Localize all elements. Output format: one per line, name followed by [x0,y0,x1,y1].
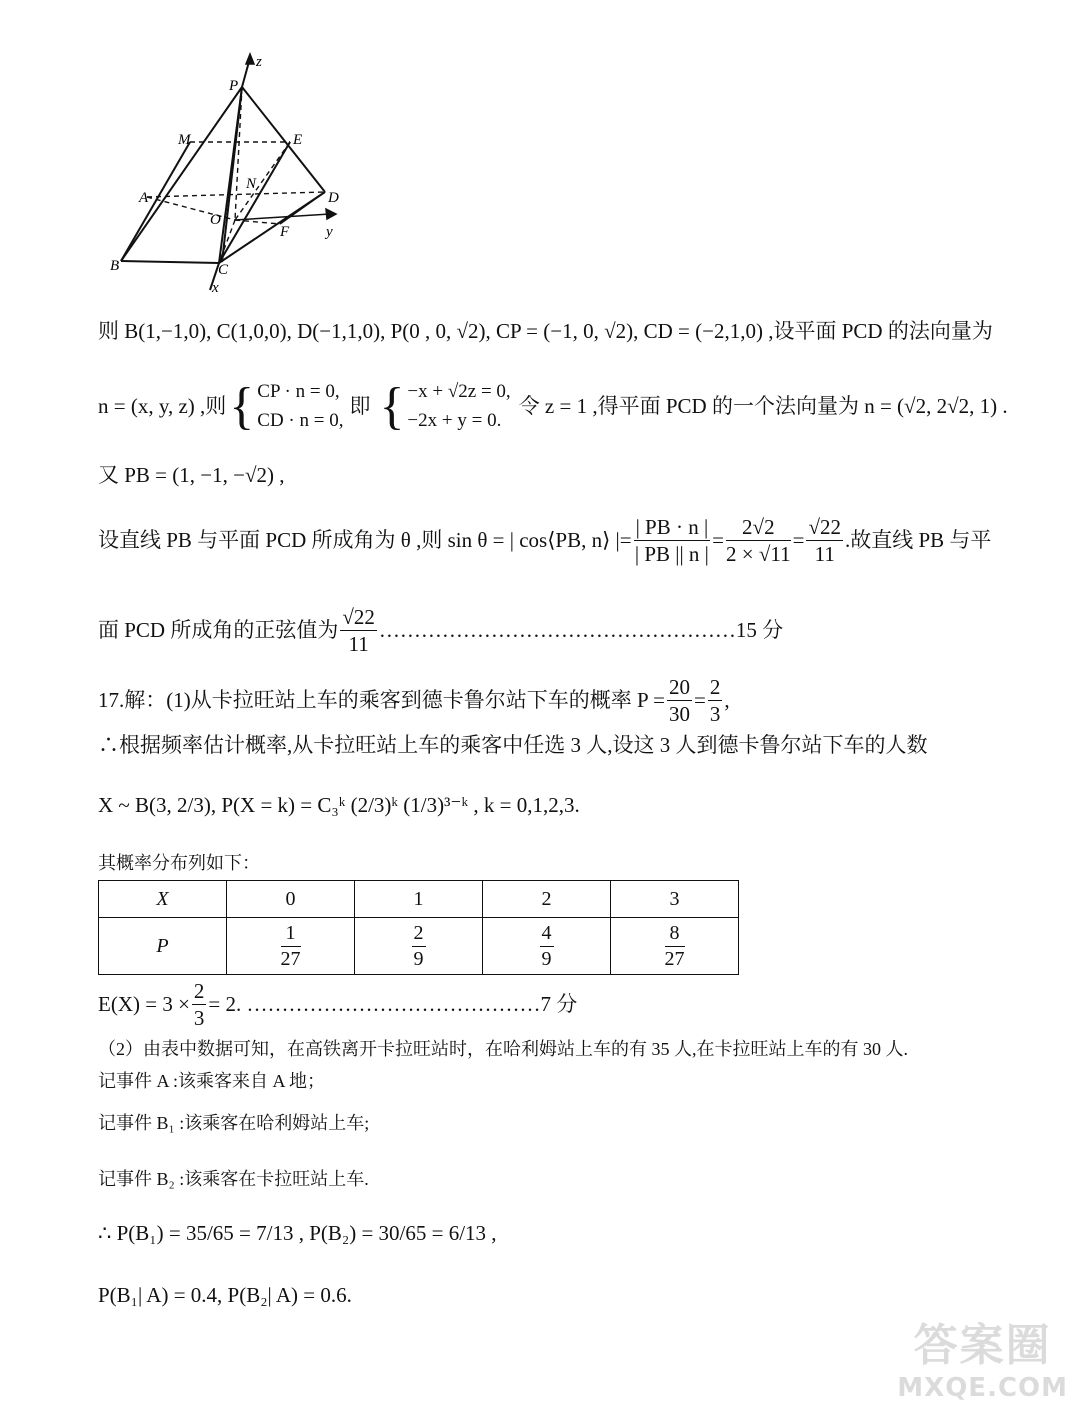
table-cell: 3 [611,881,739,918]
probability-table [98,880,739,975]
fraction-2-3-b: $\frac{2}{3}$ [193,979,205,1031]
text-line-13: 记事件 B₁ :该乘客在哈利姆站上车; [98,1113,370,1133]
text-line-16: P(B₁| A) = 0.4, P(B₂| A) = 0.6. [98,1283,352,1307]
line2-a: n = (x, y, z) ,则 [98,393,227,418]
label-M: M [178,132,191,148]
table-row-prob [99,918,739,975]
fraction-abs: $\frac{| PB \cdot n |}{| PB || n |}$ [634,515,709,567]
label-x: x [212,280,219,296]
text-line-11: （2）由表中数据可知，在高铁离开卡拉旺站时，在哈利姆站上车的有 35 人,在卡拉旺站上车的有 30 人. [98,1039,908,1059]
label-B: B [110,258,120,274]
text-line-1: 则 B(1,−1,0), C(1,0,0), D(−1,1,0), P(0 , 0, √2), CP = (−1, 0, √2), CD = (−2,1,0) ,设平面 PCD 的法向量为 [98,319,993,343]
label-D: D [328,190,339,206]
table-cell: 1 [355,881,483,918]
line2-b: 即 [349,393,371,418]
system-2 [407,378,510,435]
text-line-9: 其概率分布列如下： [98,853,260,873]
brace-left-1: { [229,377,255,435]
table-cell: 0 [227,881,355,918]
text-line-6: 17.解：(1)从卡拉旺站上车的乘客到德卡鲁尔站下车的概率 P = $\frac{20}{30}$ = $\frac{2}{3}$ , [98,675,730,727]
system1-row1: CP · n = 0, [257,381,340,402]
text-line-2 [98,378,1008,435]
fraction-20-30: $\frac{20}{30}$ [668,675,690,727]
line4-b: .故直线 PB 与平 [844,528,992,553]
line10-a: E(X) = 3 × [98,992,190,1017]
text-line-5 [98,604,783,658]
label-N: N [246,176,257,192]
line5-b: ……………………………………………15 分 [378,618,784,643]
line5-a: 面 PCD 所成角的正弦值为 [98,618,339,643]
system2-row2: −2x + y = 0. [407,409,502,431]
line10-b: = 2. ……………………………………7 分 [208,992,578,1017]
text-line-15: ∴ P(B₁) = 35/65 = 7/13 , P(B₂) = 30/65 = 6/13 , [98,1221,497,1245]
fraction-root22: $\frac{√22}{11}$ [808,515,841,567]
watermark-logo: 答案圈 MXQE.COM [897,1320,1068,1403]
text-line-3: 又 PB = (1, −1, −√2) , [98,463,285,487]
table-cell: $\frac{8}{27}$ [611,918,739,975]
fraction-2root2: $\frac{2√2}{2 \times √11}$ [726,515,791,567]
system1-row2: CD · n = 0, [257,409,344,431]
label-y: y [326,224,333,240]
table-cell: $\frac{2}{9}$ [355,918,483,975]
table-cell: $\frac{1}{27}$ [227,918,355,975]
text-line-4: 设直线 PB 与平面 PCD 所成角为 θ ,则 sin θ = | cos⟨PB, n⟩ |= $\frac{| PB \cdot n |}{| PB || n |}$ = $\frac{2√2}{2 \times √11}$ = $\frac{√22}{11}$ .故直线 PB 与平 [98,515,992,567]
label-P: P [229,78,239,94]
line6-b: , [724,688,730,713]
system2-row1: −x + √2z = 0, [407,381,511,402]
text-line-14: 记事件 B₂ :该乘客在卡拉旺站上车. [98,1169,369,1189]
line6-a: 17.解：(1)从卡拉旺站上车的乘客到德卡鲁尔站下车的概率 P = [98,688,665,713]
table-row-header [99,881,739,918]
text-line-7: ∴根据频率估计概率,从卡拉旺站上车的乘客中任选 3 人,设这 3 人到德卡鲁尔站下车的人数 [98,733,928,757]
label-F: F [280,224,290,240]
label-A: A [139,190,149,206]
label-E: E [293,132,303,148]
table-cell: $\frac{4}{9}$ [483,918,611,975]
line4-a: 设直线 PB 与平面 PCD 所成角为 θ ,则 sin θ = | cos⟨PB, n⟩ |= [98,528,632,553]
brace-left-2: { [379,377,405,435]
table-cell: P [99,918,227,975]
pyramid-figure [100,52,360,297]
line2-c: 令 z = 1 ,得平面 PCD 的一个法向量为 n = (√2, 2√2, 1) . [518,393,1008,418]
system-1 [257,378,343,435]
label-C: C [218,262,229,278]
fraction-answer: $\frac{√22}{11}$ [342,605,375,657]
label-O: O [210,212,221,228]
text-line-10 [98,978,577,1032]
table-cell: 2 [483,881,611,918]
text-line-8: X ~ B(3, 2/3), P(X = k) = C₃ᵏ (2/3)ᵏ (1/3)³⁻ᵏ , k = 0,1,2,3. [98,793,580,817]
fraction-2-3: $\frac{2}{3}$ [709,675,721,727]
text-line-12: 记事件 A :该乘客来自 A 地； [98,1071,326,1091]
table-cell: X [99,881,227,918]
label-z: z [256,54,262,70]
